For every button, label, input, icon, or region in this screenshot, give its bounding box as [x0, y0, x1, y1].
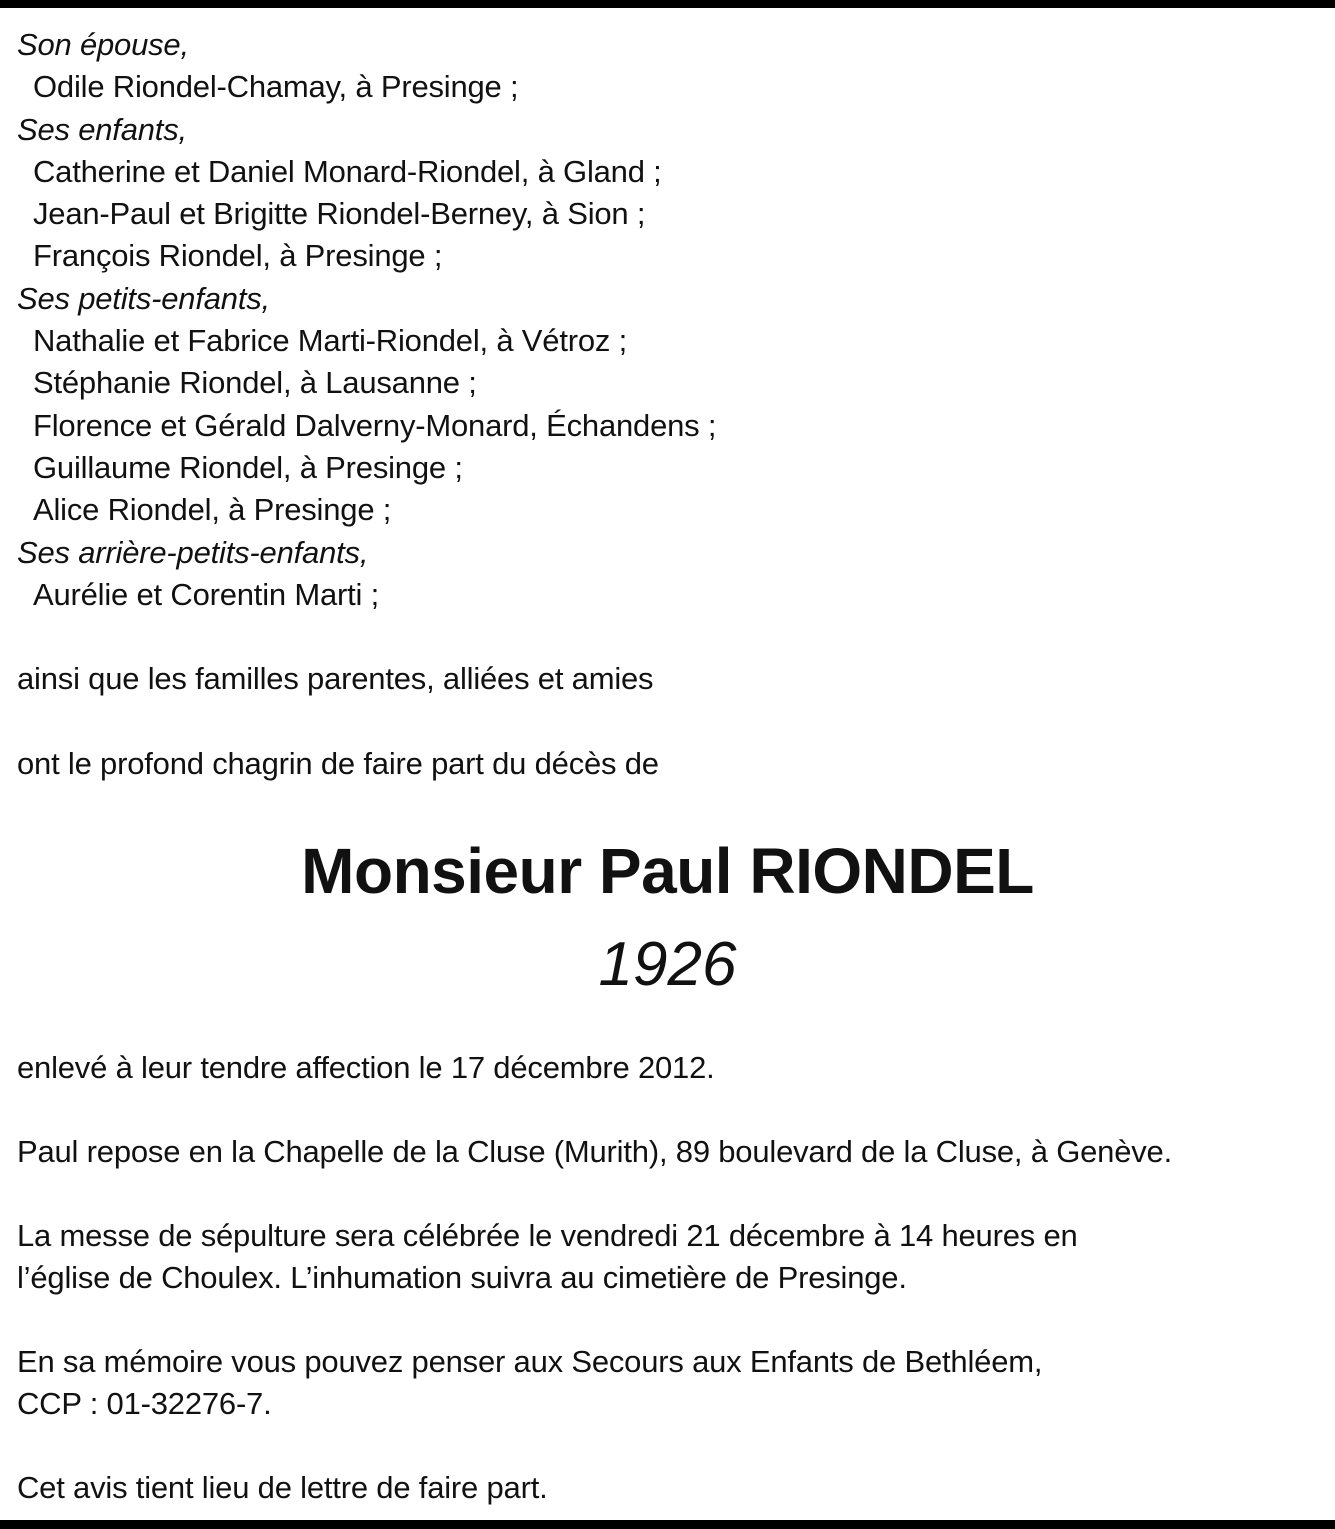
- deceased-name: Monsieur Paul RIONDEL: [301, 835, 1034, 907]
- family-heading: Ses arrière-petits-enfants,: [17, 534, 369, 570]
- details: [17, 1047, 1325, 1509]
- family-member: Guillaume Riondel, à Presinge ;: [33, 449, 463, 485]
- closing-text: Cet avis tient lieu de lettre de faire part.: [17, 1470, 548, 1505]
- donation-text: En sa mémoire vous pouvez penser aux Secours aux Enfants de Bethléem,: [17, 1344, 1043, 1379]
- funeral-text: La messe de sépulture sera célébrée le vendredi 21 décembre à 14 heures en: [17, 1218, 1078, 1253]
- resting-place-text: Paul repose en la Chapelle de la Cluse (Murith), 89 boulevard de la Cluse, à Genève.: [17, 1134, 1172, 1169]
- family-member: François Riondel, à Presinge ;: [33, 238, 443, 274]
- family-member: Jean-Paul et Brigitte Riondel-Berney, à Sion ;: [33, 196, 646, 232]
- family-heading: Ses petits-enfants,: [17, 280, 270, 316]
- birth-year: 1926: [598, 930, 737, 999]
- announcement-text: ont le profond chagrin de faire part du décès de: [17, 746, 659, 782]
- family-heading: Son épouse,: [17, 27, 189, 62]
- top-border: [0, 0, 1335, 8]
- family-list: [17, 24, 1325, 785]
- family-member: Alice Riondel, à Presinge ;: [33, 492, 392, 528]
- bottom-border: [0, 1520, 1335, 1529]
- family-member: Aurélie et Corentin Marti ;: [33, 576, 380, 612]
- death-date-text: enlevé à leur tendre affection le 17 décembre 2012.: [17, 1050, 715, 1085]
- family-member: Odile Riondel-Chamay, à Presinge ;: [33, 69, 519, 105]
- relatives-text: ainsi que les familles parentes, alliées et amies: [17, 661, 654, 697]
- funeral-text: l’église de Choulex. L’inhumation suivra au cimetière de Presinge.: [17, 1260, 907, 1295]
- family-member: Stéphanie Riondel, à Lausanne ;: [33, 365, 477, 401]
- donation-text: CCP : 01-32276-7.: [17, 1386, 272, 1421]
- family-heading: Ses enfants,: [17, 111, 187, 147]
- family-member: Catherine et Daniel Monard-Riondel, à Gland ;: [33, 153, 662, 189]
- family-member: Florence et Gérald Dalverny-Monard, Échandens ;: [33, 407, 717, 443]
- family-member: Nathalie et Fabrice Marti-Riondel, à Vétroz ;: [33, 323, 628, 359]
